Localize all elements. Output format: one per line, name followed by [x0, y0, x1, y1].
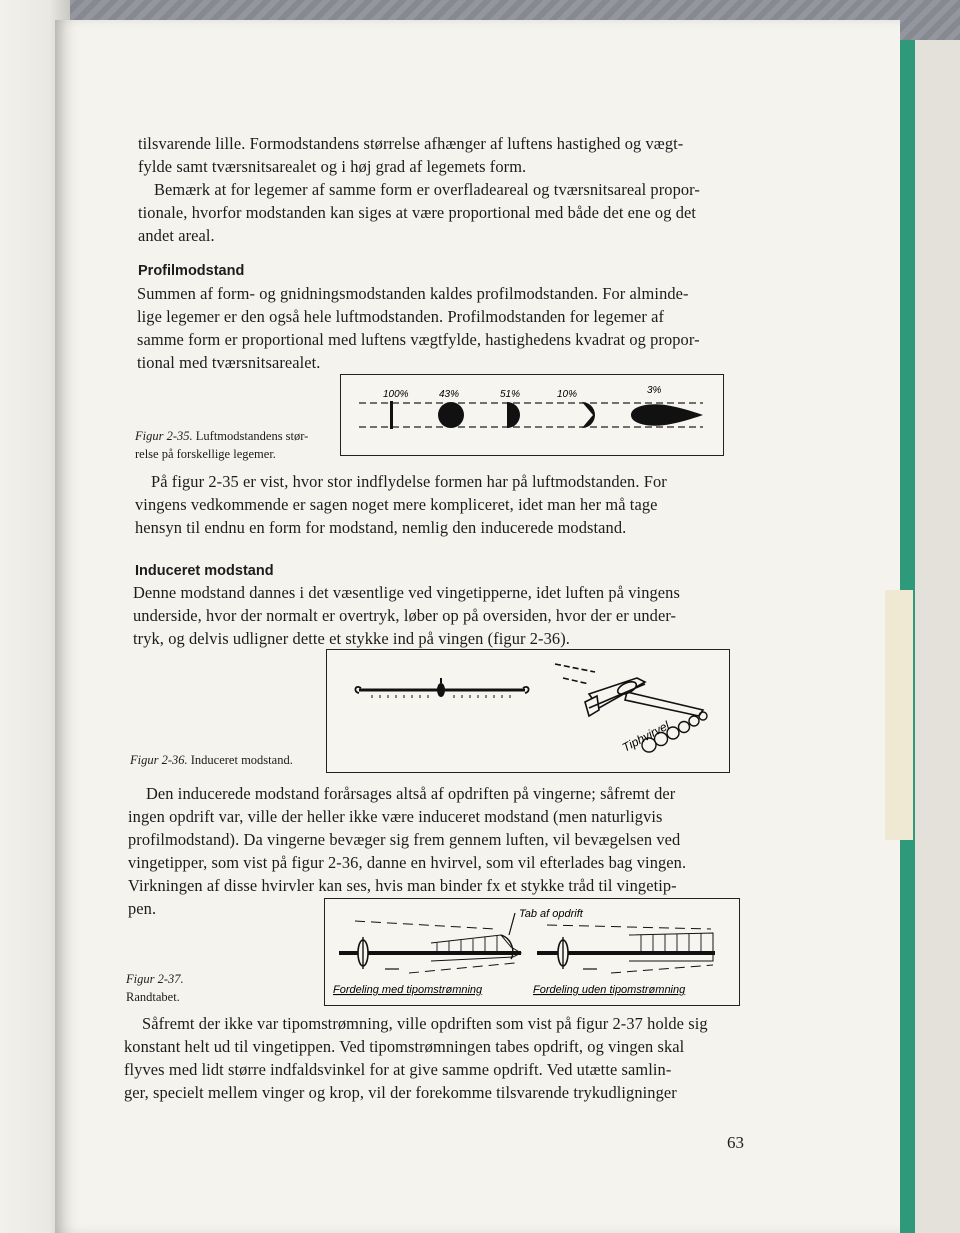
text-line: profilmodstand). Da vingerne bevæger sig frem gennem luften, vil bevægelsen ved [128, 830, 681, 849]
text-line: tryk, og delvis udligner dette et stykke ind på vingen (figur 2-36). [133, 629, 570, 648]
text-line: hensyn til endnu en form for modstand, nemlig den inducerede modstand. [135, 518, 627, 537]
figure-2-35-caption [135, 427, 308, 463]
teardrop-shape [569, 402, 595, 428]
text-line: Denne modstand dannes i det væsentlige ved vingetipperne, idet luften på vingens [133, 583, 680, 602]
text-line: tilsvarende lille. Formodstandens størrelse afhænger af luftens hastighed og vægt- [138, 134, 684, 153]
streamlined-shape [631, 404, 703, 425]
half-sphere-shape [507, 402, 520, 428]
value-label: 51% [500, 389, 521, 400]
figure-label: Figur 2-37. [126, 972, 184, 986]
value-label: 100% [383, 389, 409, 400]
text-line: Bemærk at for legemer af samme form er overfladeareal og tværsnitsareal propor- [154, 180, 700, 199]
section-heading-profilmodstand: Profilmodstand [138, 263, 245, 279]
text-line: ingen opdrift var, ville der heller ikke være induceret modstand (men naturligvis [128, 807, 663, 826]
value-label: 10% [557, 389, 578, 400]
figure-2-37-caption [126, 970, 184, 1006]
induced-drag-diagram [327, 650, 729, 772]
figure-2-36-caption [130, 751, 293, 769]
figure-label: Figur 2-36. [130, 753, 188, 767]
figure-label: Figur 2-35. [135, 429, 193, 443]
drag-shapes-diagram [341, 375, 723, 455]
text-line: Virkningen af disse hvirvler kan ses, hvis man binder fx et stykke tråd til vingetip- [128, 876, 677, 895]
tip-loss-diagram [325, 899, 739, 1005]
glider-without-tip-flow [537, 925, 715, 973]
figure-2-36 [326, 649, 730, 773]
caption-text: Randtabet. [126, 990, 180, 1004]
text-line: lige legemer er den også hele luftmodstanden. Profilmodstanden for legemer af [137, 307, 665, 326]
text-line: Summen af form- og gnidningsmodstanden kaldes profilmodstanden. For alminde- [137, 284, 689, 303]
value-label: 43% [439, 389, 460, 400]
right-distribution-label: Fordeling uden tipomstrømning [533, 984, 686, 996]
figure-reference-paragraph [135, 470, 727, 539]
glider-perspective-view [555, 664, 703, 716]
glider-front-view [355, 678, 528, 698]
lift-loss-label: Tab af opdrift [519, 908, 583, 920]
figure-2-37 [324, 898, 740, 1006]
value-label: 3% [647, 385, 662, 396]
text-line: tional med tværsnitsarealet. [137, 353, 321, 372]
text-line: fylde samt tværsnitsarealet og i høj grad af legemets form. [138, 157, 527, 176]
text-line: flyves med lidt større indfaldsvinkel for at give samme opdrift. Ved utætte samlin- [124, 1060, 672, 1079]
induceret-modstand-paragraph [133, 581, 680, 650]
text-line: vingetipper, som vist på figur 2-36, danne en hvirvel, som vil efterlades bag vingen. [128, 853, 687, 872]
text-line: tionale, hvorfor modstanden kan siges at være proportional med både det ene og det [138, 203, 697, 222]
text-line: Såfremt der ikke var tipomstrømning, ville opdriften som vist på figur 2-37 holde sig [142, 1014, 708, 1033]
tip-vortex-label: Tiphvirvel [619, 718, 672, 755]
text-line: På figur 2-35 er vist, hvor stor indflydelse formen har på luftmodstanden. For [151, 472, 667, 491]
text-line: ger, specielt mellem vinger og krop, vil der forekomme tilsvarende trykudligninger [124, 1083, 677, 1102]
figure-2-35 [340, 374, 724, 456]
sphere-shape [438, 402, 464, 428]
page-number: 63 [727, 1133, 744, 1152]
text-line: andet areal. [138, 226, 215, 245]
intro-paragraph [138, 132, 700, 247]
glider-with-tip-flow [339, 921, 521, 973]
text-line: pen. [128, 899, 157, 918]
left-distribution-label: Fordeling med tipomstrømning [333, 984, 483, 996]
text-line: underside, hvor der normalt er overtryk, løber op på oversiden, hvor der er under- [133, 606, 677, 625]
flat-plate-shape [390, 401, 393, 429]
caption-text: relse på forskellige legemer. [135, 447, 276, 461]
section-heading-induceret-modstand: Induceret modstand [135, 563, 274, 579]
tip-flow-paragraph [124, 1012, 708, 1104]
profilmodstand-paragraph [137, 282, 700, 374]
text-line: samme form er proportional med luftens vægtfylde, hastighedens kvadrat og propor- [137, 330, 700, 349]
caption-text: Induceret modstand. [187, 753, 293, 767]
text-line: konstant helt ud til vingetippen. Ved tipomstrømningen tabes opdrift, og vingen skal [124, 1037, 685, 1056]
text-line: Den inducerede modstand forårsages altså af opdriften på vingerne; såfremt der [146, 784, 676, 803]
caption-text: Luftmodstandens stør- [192, 429, 309, 443]
text-line: vingens vedkommende er sagen noget mere kompliceret, idet man her må tage [135, 495, 658, 514]
